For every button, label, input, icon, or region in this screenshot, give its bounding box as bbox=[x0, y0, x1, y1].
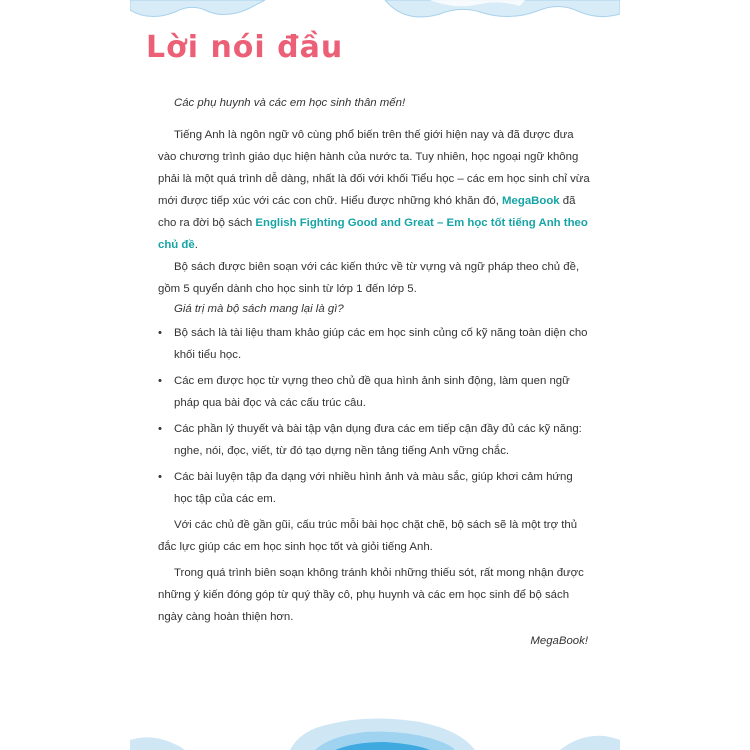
list-item: • Bộ sách là tài liệu tham khảo giúp các em học sinh củng cố kỹ năng toàn diện cho khối tiểu học. bbox=[158, 322, 594, 366]
bullet-list bbox=[158, 466, 594, 510]
cloud-decoration-top bbox=[130, 0, 620, 30]
bullet-icon: • bbox=[158, 471, 162, 483]
bullet-list bbox=[158, 322, 594, 366]
list-item: • Các phần lý thuyết và bài tập vận dụng đưa các em tiếp cận đầy đủ các kỹ năng: nghe, nói, đọc, viết, từ đó tạo dựng nền tảng tiếng Anh vững chắc. bbox=[158, 418, 594, 462]
greeting: Các phụ huynh và các em học sinh thân mến! bbox=[174, 97, 406, 109]
intro-paragraph bbox=[158, 124, 594, 256]
signature-block bbox=[158, 630, 594, 652]
signature: MegaBook! bbox=[530, 635, 588, 647]
bullet-icon: • bbox=[158, 375, 162, 387]
intro-text-end: . bbox=[194, 239, 198, 251]
thanks-paragraph: Trong quá trình biên soạn không tránh khỏi những thiếu sót, rất mong nhận được những ý kiến đóng góp từ quý thầy cô, phụ huynh và các em học sinh để bộ sách ngày càng hoàn thiện hơn. bbox=[158, 567, 584, 623]
list-item: • Các bài luyện tập đa dạng với nhiều hình ảnh và màu sắc, giúp khơi cảm hứng học tập của các em. bbox=[158, 466, 594, 510]
book-page bbox=[130, 0, 620, 750]
intro-text-start: Tiếng Anh là ngôn ngữ vô cùng phổ biến trên thế giới hiện nay và đã được đưa vào chương trình giáo dục hiện hành của nước ta. Tuy nhiên, học ngoại ngữ không phải là một quá trình dễ dàng, nhất là đối với khối Tiểu học – các em học sinh chỉ vừa mới được tiếp xúc với các con chữ. Hiểu được những khó khăn đó, bbox=[158, 129, 590, 207]
bullet-list bbox=[158, 418, 594, 462]
bullet-icon: • bbox=[158, 423, 162, 435]
wave-decoration-bottom bbox=[130, 700, 620, 750]
series-paragraph: Bộ sách được biên soạn với các kiến thức về từ vựng và ngữ pháp theo chủ đề, gồm 5 quyển dành cho học sinh từ lớp 1 đến lớp 5. bbox=[158, 261, 580, 295]
book-title: English Fighting Good and Great – Em học tốt tiếng Anh theo chủ đề bbox=[158, 217, 588, 251]
bullet-icon: • bbox=[158, 327, 162, 339]
bullet-list bbox=[158, 370, 594, 414]
closing-paragraph: Với các chủ đề gần gũi, cấu trúc mỗi bài học chặt chẽ, bộ sách sẽ là một trợ thủ đắc lực giúp các em học sinh học tốt và giỏi tiếng Anh. bbox=[158, 519, 578, 553]
list-item: • Các em được học từ vựng theo chủ đề qua hình ảnh sinh động, làm quen ngữ pháp qua bài đọc và các cấu trúc câu. bbox=[158, 370, 594, 414]
brand-name: MegaBook bbox=[502, 195, 560, 207]
page-title: Lời nói đầu bbox=[146, 30, 344, 65]
value-question: Giá trị mà bộ sách mang lại là gì? bbox=[174, 303, 344, 315]
intro-text-middle: đã cho ra đời bộ sách bbox=[158, 195, 576, 229]
